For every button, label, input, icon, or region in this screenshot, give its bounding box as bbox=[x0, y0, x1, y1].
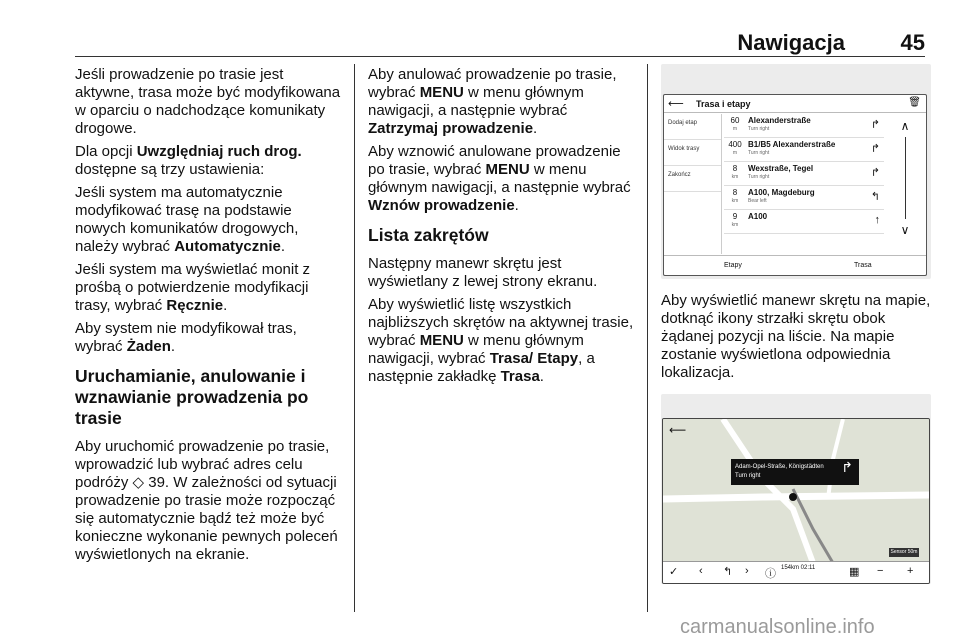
paragraph: Aby uruchomić prowadzenie po trasie, wprowadzić lub wybrać adres celu podróży ◇ 39. W zależności od sytuacji prowadzenie po trasie może rozpocząć się automatycznie bądź też może być konieczne wykonanie pewnych poleceń wyświetlonych na ekranie. bbox=[75, 438, 338, 563]
check-icon[interactable]: ✓ bbox=[669, 566, 679, 578]
bear-left-arrow-icon[interactable]: ↰ bbox=[870, 191, 880, 203]
column-2 bbox=[368, 66, 638, 391]
turn-right-arrow-icon[interactable]: ↱ bbox=[870, 119, 880, 131]
screenshot-map-view bbox=[661, 394, 931, 584]
straight-arrow-icon[interactable]: ↑ bbox=[874, 214, 880, 226]
screenshot-route-list bbox=[661, 64, 931, 279]
turn-list bbox=[724, 114, 884, 234]
side-item-end[interactable]: Zakończ bbox=[664, 166, 721, 192]
back-arrow-icon[interactable]: ⟵ bbox=[668, 98, 684, 110]
paragraph: Jeśli system ma wyświetlać monit z prośbą o potwierdzenie modyfikacji trasy, wybrać Ręcznie. bbox=[75, 261, 311, 314]
turn-right-arrow-icon[interactable]: ↱ bbox=[870, 143, 880, 155]
map-roads bbox=[663, 419, 929, 563]
page-reference[interactable]: ◇ 39. W zależności od sytuacji prowadzenie po trasie może rozpocząć się automatycznie bądź też może być konieczne wykonanie pewnych poleceń wyświetlonych na ekranie. bbox=[75, 474, 338, 563]
section-heading: Lista zakrętów bbox=[368, 225, 489, 245]
paragraph: Następny manewr skrętu jest wyświetlany z lewej strony ekranu. bbox=[368, 255, 598, 290]
display-tabs bbox=[664, 255, 926, 275]
tab-route[interactable]: Trasa bbox=[854, 262, 872, 269]
paragraph: Dla opcji Uwzględniaj ruch drog. dostępne są trzy ustawienia: bbox=[75, 143, 302, 178]
turn-list-item[interactable]: 8 km Wexstraße, Tegel Turn right ↱ bbox=[724, 162, 884, 186]
chevron-left-icon[interactable]: ‹ bbox=[699, 565, 703, 577]
turn-right-arrow-icon: ↱ bbox=[841, 459, 853, 475]
map-toolbar bbox=[663, 561, 929, 583]
page-header bbox=[0, 0, 960, 55]
display-title: Trasa i etapy bbox=[696, 99, 751, 109]
map-display bbox=[662, 418, 930, 584]
turn-list-item[interactable]: 9 km A100 ↑ bbox=[724, 210, 884, 234]
trip-info: 154km 02:11 bbox=[781, 565, 816, 571]
turn-right-arrow-icon[interactable]: ↱ bbox=[870, 167, 880, 179]
header-rule bbox=[75, 56, 925, 57]
chevron-right-icon[interactable]: › bbox=[745, 565, 749, 577]
scroll-control bbox=[890, 119, 920, 245]
display-side-menu bbox=[664, 114, 722, 254]
zoom-out-icon[interactable]: − bbox=[877, 565, 884, 577]
paragraph: Jeśli system ma automatycznie modyfikować trasę na podstawie nowych komunikatów drogowych, należy wybrać Automatycznie. bbox=[75, 184, 299, 255]
paragraph: Jeśli prowadzenie po trasie jest aktywne, trasa może być modyfikowana w oparciu o nadchodzące komunikaty drogowe. bbox=[75, 66, 341, 137]
scale-indicator: Sensor 50m bbox=[890, 549, 918, 555]
scroll-track[interactable] bbox=[905, 137, 906, 219]
paragraph: Aby system nie modyfikował tras, wybrać Żaden. bbox=[75, 320, 297, 355]
side-item-route-view[interactable]: Widok trasy bbox=[664, 140, 721, 166]
turn-list-item[interactable]: 60 m Alexanderstraße Turn right ↱ bbox=[724, 114, 884, 138]
section-heading: Uruchamianie, anulowanie i wznawianie prowadzenia po trasie bbox=[75, 366, 309, 428]
turn-list-item[interactable]: 8 km A100, Magdeburg Bear left ↰ bbox=[724, 186, 884, 210]
side-item-add-stop[interactable]: Dodaj etap bbox=[664, 114, 721, 140]
turn-icon[interactable]: ↰ bbox=[723, 566, 733, 578]
next-turn-banner: Adam-Opel-Straße, Königstädten Turn right ↱ bbox=[731, 459, 859, 485]
watermark: carmanualsonline.info bbox=[680, 616, 875, 638]
column-1 bbox=[75, 66, 345, 569]
turn-list-item[interactable]: 400 m B1/B5 Alexanderstraße Turn right ↱ bbox=[724, 138, 884, 162]
page-number: 45 bbox=[900, 30, 925, 55]
display-frame bbox=[663, 94, 927, 276]
column-divider-2 bbox=[647, 64, 648, 612]
info-icon[interactable]: ⓘ bbox=[765, 568, 776, 580]
paragraph: Aby wznowić anulowane prowadzenie po trasie, wybrać MENU w menu głównym nawigacji, a następnie wybrać Wznów prowadzenie. bbox=[368, 143, 631, 214]
column-3 bbox=[661, 292, 931, 387]
page-title: Nawigacja bbox=[737, 30, 845, 55]
column-divider-1 bbox=[354, 64, 355, 612]
chevron-up-icon[interactable]: ∧ bbox=[900, 119, 910, 133]
paragraph: Aby anulować prowadzenie po trasie, wybrać MENU w menu głównym nawigacji, a następnie wybrać Zatrzymaj prowadzenie. bbox=[368, 66, 617, 137]
chevron-down-icon[interactable]: ∨ bbox=[900, 223, 910, 237]
map-settings-icon[interactable]: ▦ bbox=[849, 566, 860, 578]
trash-icon[interactable]: 🗑 bbox=[908, 97, 921, 108]
paragraph: Aby wyświetlić listę wszystkich najbliższych skrętów na aktywnej trasie, wybrać MENU w menu głównym nawigacji, wybrać Trasa/ Etapy, a następnie zakładkę Trasa. bbox=[368, 296, 634, 385]
back-arrow-icon[interactable]: ⟵ bbox=[669, 423, 687, 437]
tab-stops[interactable]: Etapy bbox=[724, 262, 742, 269]
zoom-in-icon[interactable]: + bbox=[907, 565, 914, 577]
display-header bbox=[664, 95, 926, 113]
paragraph: Aby wyświetlić manewr skrętu na mapie, dotknąć ikony strzałki skrętu obok żądanej pozycji na liście. Na mapie zostanie wyświetlona odpowiednia lokalizacja. bbox=[661, 292, 931, 381]
